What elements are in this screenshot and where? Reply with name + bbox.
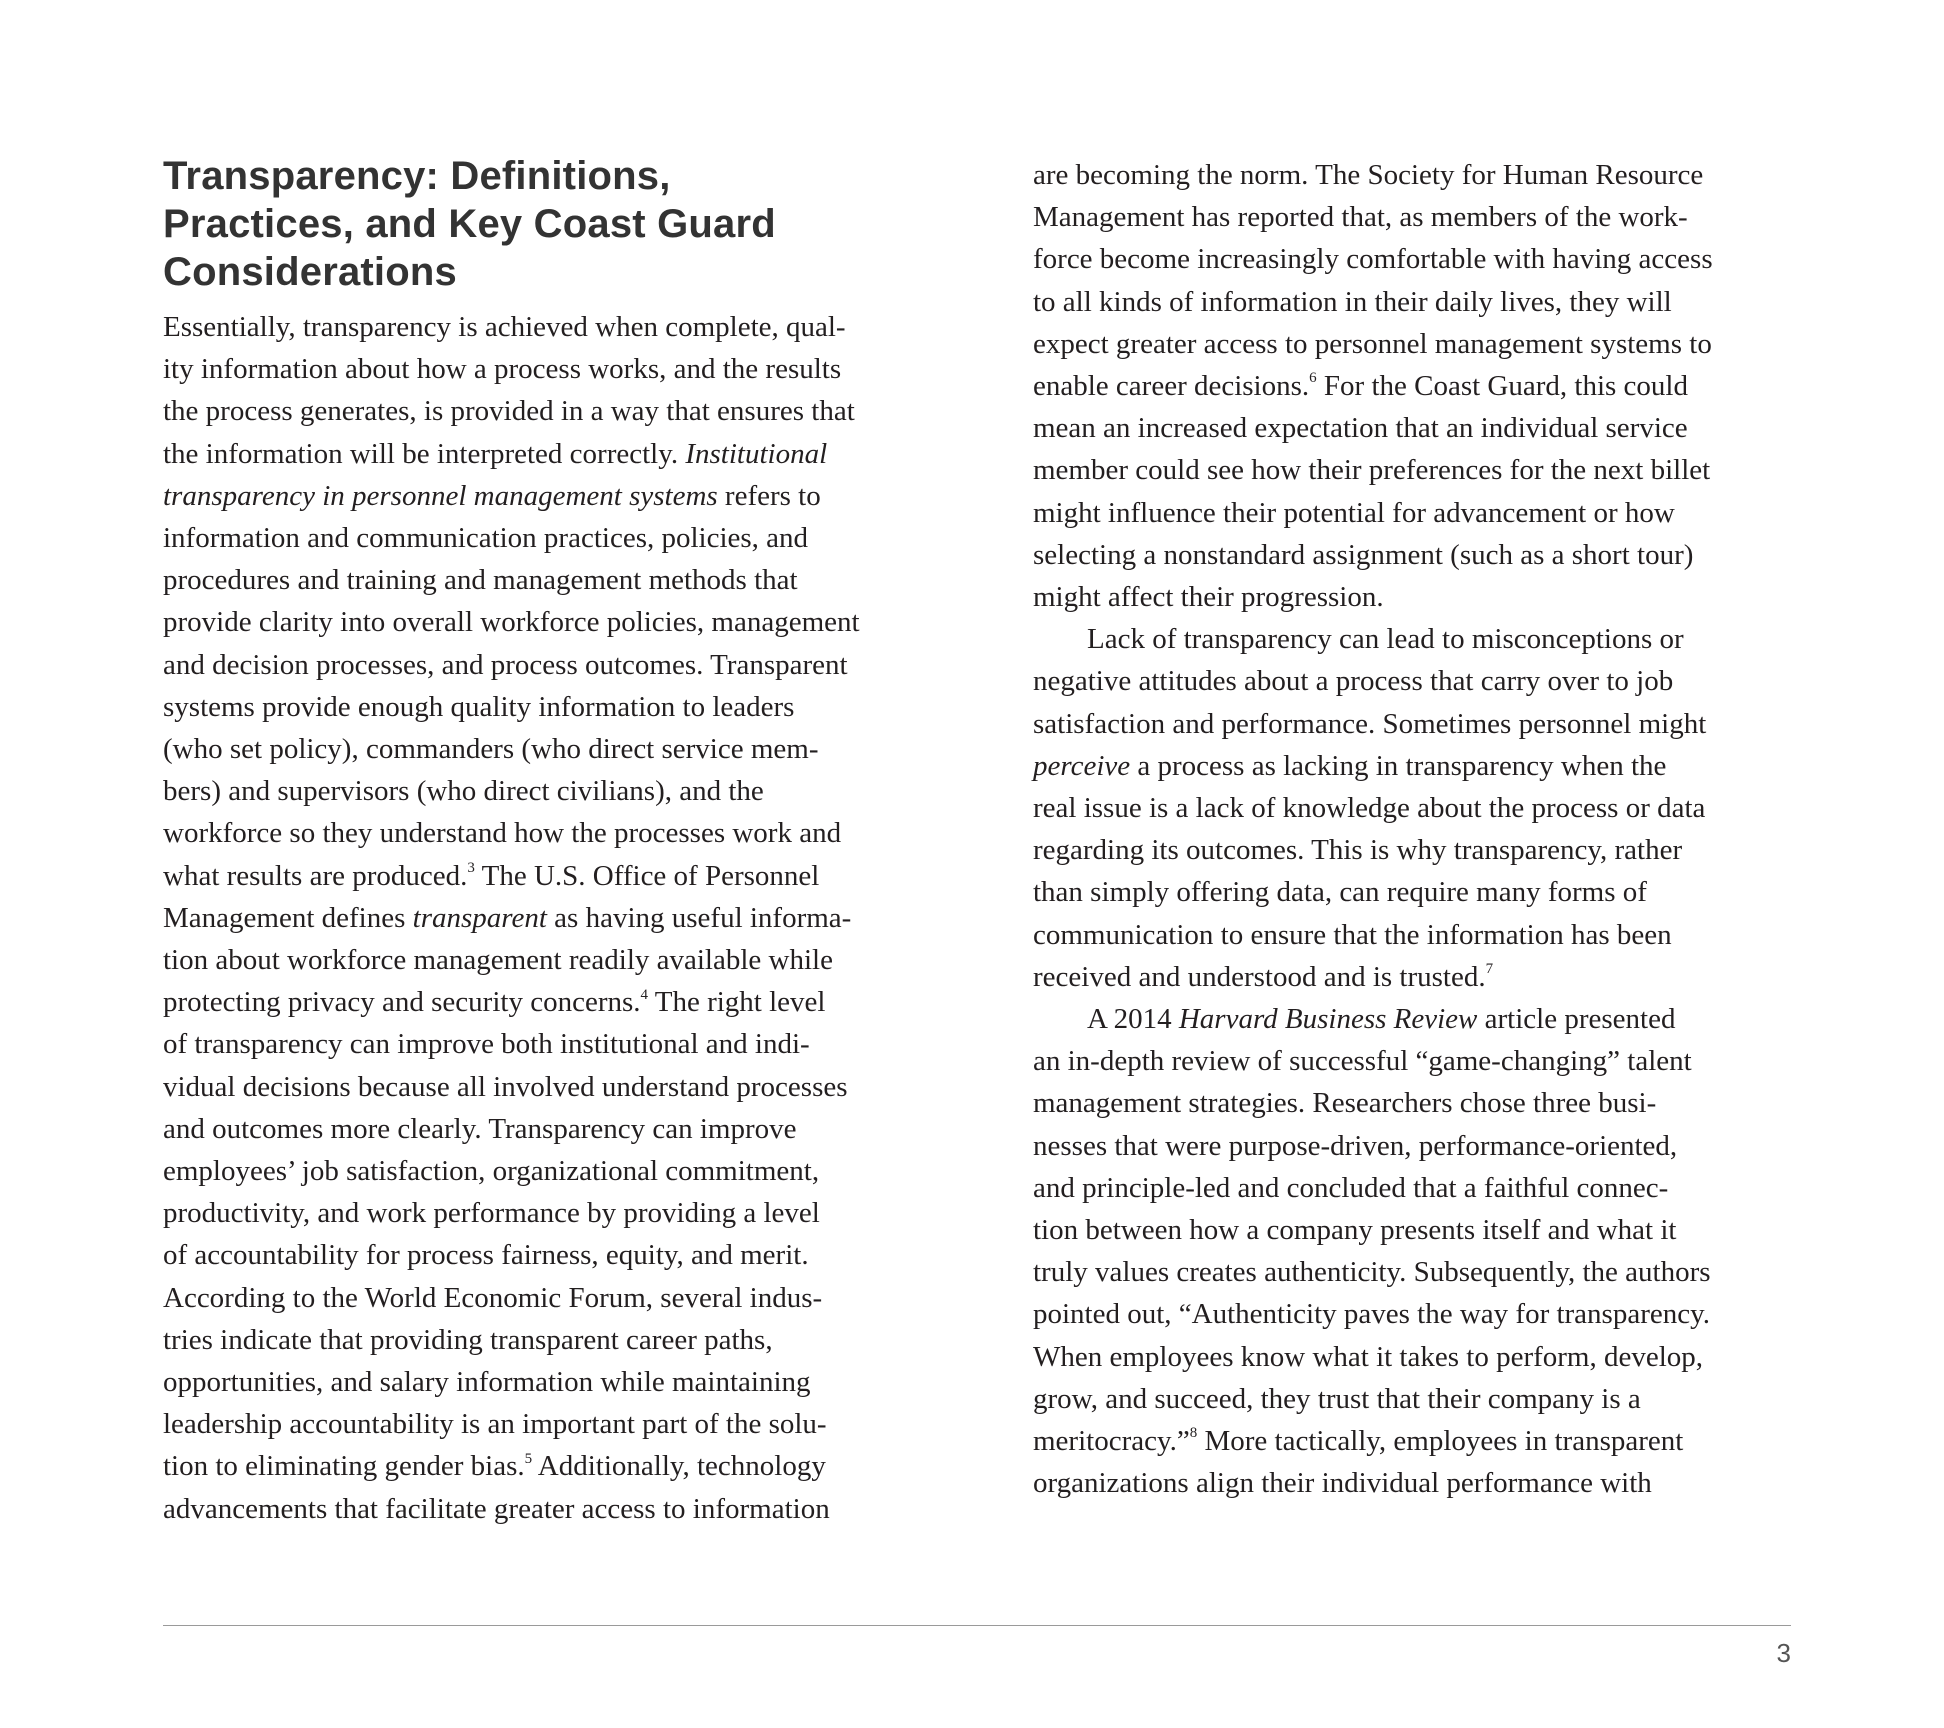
text-segment: Lack of transparency can lead to misconceptions or [1087,623,1684,656]
text-line [1033,1209,1833,1251]
text-line [1033,1125,1833,1167]
text-line [163,559,963,601]
text-line [1033,914,1833,956]
footer-rule [163,1625,1791,1626]
text-line [1033,787,1833,829]
text-segment: an in-depth review of successful “game-changing” talent [1033,1045,1692,1078]
text-line [163,348,963,390]
text-line [1033,407,1833,449]
text-segment: nesses that were purpose-driven, performance-oriented, [1033,1129,1678,1162]
text-line [1033,576,1833,618]
text-segment: to all kinds of information in their daily lives, they will [1033,285,1672,318]
footnote-ref: 6 [1309,370,1317,387]
text-line [163,1488,963,1530]
text-segment: article presented [1477,1003,1676,1036]
text-segment: force become increasingly comfortable with having access [1033,243,1713,276]
text-line [1033,238,1833,280]
text-segment: expect greater access to personnel management systems to [1033,327,1712,360]
text-line [1033,449,1833,491]
text-line [163,686,963,728]
text-segment: mean an increased expectation that an individual service [1033,412,1688,445]
text-segment: and decision processes, and process outcomes. Transparent [163,648,848,681]
text-segment: systems provide enough quality information to leaders [163,690,795,723]
text-segment: of accountability for process fairness, equity, and merit. [163,1239,809,1272]
text-segment: refers to [717,479,821,512]
text-segment: satisfaction and performance. Sometimes personnel might [1033,707,1707,740]
text-segment: The right level [648,986,826,1019]
text-segment: leadership accountability is an important part of the solu- [163,1408,827,1441]
text-line [163,1234,963,1276]
text-segment: management strategies. Researchers chose three busi- [1033,1087,1657,1120]
text-line [1033,956,1833,998]
text-line [1033,196,1833,238]
text-line [163,728,963,770]
text-line [163,1319,963,1361]
italic-text: Harvard Business Review [1178,1003,1478,1036]
heading-line: Transparency: Definitions, [163,154,671,198]
text-segment: When employees know what it takes to perform, develop, [1033,1340,1704,1373]
italic-text: perceive [1033,749,1131,782]
footnote-ref: 3 [467,859,475,876]
heading-line: Practices, and Key Coast Guard [163,202,776,246]
text-segment: pointed out, “Authenticity paves the way for transparency. [1033,1298,1710,1331]
text-segment: The U.S. Office of Personnel [474,859,820,892]
text-segment: communication to ensure that the information has been [1033,918,1672,951]
text-line [1033,1082,1833,1124]
text-segment: the process generates, is provided in a way that ensures that [163,395,855,428]
right-body-text [1033,154,1833,1505]
text-line [163,390,963,432]
text-line [1033,1336,1833,1378]
text-segment: might influence their potential for advancement or how [1033,496,1675,529]
text-line [1033,703,1833,745]
text-line [1033,534,1833,576]
text-line [163,855,963,897]
footnote-ref: 5 [524,1450,533,1467]
text-line [1033,492,1833,534]
text-segment: might affect their progression. [1033,581,1384,614]
text-line [1033,829,1833,871]
text-segment: a process as lacking in transparency when the [1130,749,1667,782]
text-segment: Management defines [163,901,413,934]
text-segment: procedures and training and management methods that [163,564,798,597]
text-segment: received and understood and is trusted. [1033,960,1486,993]
text-segment: workforce so they understand how the processes work and [163,817,842,850]
text-segment: tries indicate that providing transparent career paths, [163,1323,773,1356]
right-column [1033,154,1833,1505]
text-segment: member could see how their preferences for the next billet [1033,454,1711,487]
text-segment: opportunities, and salary information while maintaining [163,1366,811,1399]
text-segment: Management has reported that, as members of the work- [1033,201,1688,234]
text-segment: grow, and succeed, they trust that their company is a [1033,1382,1641,1415]
italic-text: transparent [412,901,547,934]
text-segment: bers) and supervisors (who direct civilians), and the [163,775,764,808]
text-line [163,981,963,1023]
text-line [163,1023,963,1065]
text-line [163,1277,963,1319]
text-segment: tion to eliminating gender bias. [163,1450,525,1483]
text-segment: (who set policy), commanders (who direct service mem- [163,733,819,766]
text-segment: A 2014 [1087,1003,1179,1036]
text-line [163,1066,963,1108]
text-line [1033,1167,1833,1209]
text-segment: ity information about how a process works, and the results [163,353,842,386]
text-segment: provide clarity into overall workforce policies, management [163,606,860,639]
section-heading [163,152,963,296]
text-segment: meritocracy.” [1033,1425,1190,1458]
text-line [1033,323,1833,365]
text-segment: organizations align their individual performance with [1033,1467,1652,1500]
text-line [163,1403,963,1445]
text-line [163,1445,963,1487]
text-segment: tion about workforce management readily available while [163,944,833,977]
text-line [1033,998,1833,1040]
text-line [1033,154,1833,196]
text-line [163,939,963,981]
text-line [163,1150,963,1192]
left-body-text [163,306,963,1530]
text-line [1033,618,1833,660]
text-line [163,644,963,686]
text-line [163,770,963,812]
text-line [1033,1293,1833,1335]
text-line [163,897,963,939]
text-segment: the information will be interpreted correctly. [163,437,686,470]
footnote-ref: 4 [640,986,649,1003]
text-segment: are becoming the norm. The Society for Human Resource [1033,159,1704,191]
text-segment: than simply offering data, can require many forms of [1033,876,1647,909]
text-line [163,517,963,559]
text-segment: Essentially, transparency is achieved when complete, qual- [163,311,846,343]
text-line [1033,1378,1833,1420]
text-line [163,475,963,517]
text-line [1033,745,1833,787]
text-line [1033,1462,1833,1504]
text-segment: advancements that facilitate greater access to information [163,1492,830,1525]
text-segment: Additionally, technology [532,1450,826,1483]
text-line [1033,281,1833,323]
italic-text: Institutional [685,437,828,470]
text-segment: protecting privacy and security concerns. [163,986,641,1019]
text-segment: selecting a nonstandard assignment (such as a short tour) [1033,538,1694,571]
text-segment: employees’ job satisfaction, organizational commitment, [163,1155,820,1188]
text-segment: information and communication practices, policies, and [163,522,809,555]
heading-line: Considerations [163,250,457,294]
text-segment: tion between how a company presents itself and what it [1033,1214,1677,1247]
text-segment: and outcomes more clearly. Transparency can improve [163,1112,797,1145]
text-segment: of transparency can improve both institutional and indi- [163,1028,810,1061]
text-segment: productivity, and work performance by providing a level [163,1197,820,1230]
text-line [163,601,963,643]
text-segment: and principle-led and concluded that a faithful connec- [1033,1171,1669,1204]
text-line [1033,1040,1833,1082]
text-line [1033,660,1833,702]
text-line [1033,1251,1833,1293]
text-segment: negative attitudes about a process that carry over to job [1033,665,1674,698]
text-line [1033,1420,1833,1462]
text-line [163,1108,963,1150]
text-line [1033,365,1833,407]
text-segment: vidual decisions because all involved understand processes [163,1070,848,1103]
text-segment: what results are produced. [163,859,468,892]
text-segment: For the Coast Guard, this could [1316,370,1688,403]
text-line [1033,871,1833,913]
left-column [163,152,963,1530]
text-segment: enable career decisions. [1033,370,1310,403]
footnote-ref: 8 [1189,1425,1198,1442]
text-segment: truly values creates authenticity. Subsequently, the authors [1033,1256,1711,1289]
text-line [163,1361,963,1403]
text-segment: as having useful informa- [546,901,852,934]
text-line [163,433,963,475]
text-line [163,1192,963,1234]
text-segment: regarding its outcomes. This is why transparency, rather [1033,834,1683,867]
text-line [163,812,963,854]
text-line [163,306,963,348]
text-segment: More tactically, employees in transparent [1197,1425,1684,1458]
footnote-ref: 7 [1485,961,1494,978]
text-segment: real issue is a lack of knowledge about the process or data [1033,792,1706,825]
page-number: 3 [1776,1638,1791,1668]
text-segment: According to the World Economic Forum, several indus- [163,1281,823,1314]
italic-text: transparency in personnel management systems [163,479,718,512]
